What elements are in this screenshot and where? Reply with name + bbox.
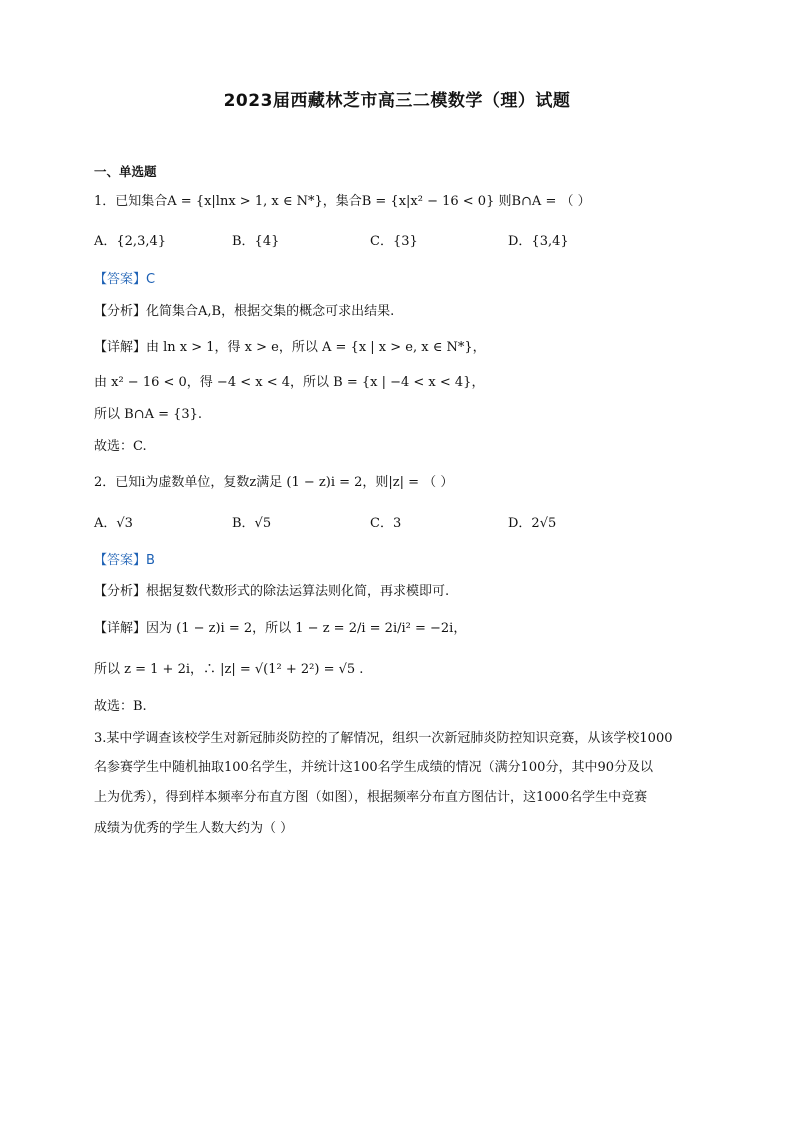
q3-stem-line-1: 3.某中学调查该校学生对新冠肺炎防控的了解情况，组织一次新冠肺炎防控知识竞赛，从该学校1000 — [94, 731, 673, 746]
q2-option-a: A．√3 — [94, 516, 133, 531]
q2-option-d: D．2√5 — [508, 516, 557, 531]
q1-detail-2: 由 x² − 16 < 0，得 −4 < x < 4，所以 B = {x | −4 < x < 4}， — [94, 375, 485, 390]
section-heading: 一、单选题 — [94, 164, 157, 179]
q1-detail-3: 所以 B∩A = {3}. — [94, 407, 203, 422]
page-title: 2023届西藏林芝市高三二模数学（理）试题 — [223, 91, 571, 111]
q1-answer: 【答案】C — [94, 272, 156, 287]
q3-stem-line-3: 上为优秀），得到样本频率分布直方图（如图），根据频率分布直方图估计，这1000名学生中竞赛 — [94, 790, 648, 805]
q1-option-a: A．{2,3,4} — [94, 234, 167, 249]
q3-stem-line-2: 名参赛学生中随机抽取100名学生，并统计这100名学生成绩的情况（满分100分，其中90分及以 — [94, 760, 653, 775]
q2-option-b: B．√5 — [232, 516, 272, 531]
q2-answer: 【答案】B — [94, 553, 155, 568]
q2-stem: 2．已知i为虚数单位，复数z满足 (1 − z)i = 2，则|z| = （ ） — [94, 475, 454, 490]
q1-stem: 1．已知集合A = {x|lnx > 1, x ∈ N*}，集合B = {x|x² − 16 < 0} 则B∩A = （ ） — [94, 194, 591, 209]
q2-choose: 故选：B. — [94, 699, 147, 714]
q1-choose: 故选：C. — [94, 439, 147, 454]
q1-option-b: B．{4} — [232, 234, 280, 249]
q1-option-d: D．{3,4} — [508, 234, 569, 249]
q1-analysis: 【分析】化简集合A,B，根据交集的概念可求出结果. — [94, 304, 395, 319]
q2-detail-1: 【详解】因为 (1 − z)i = 2，所以 1 − z = 2/i = 2i/i² = −2i， — [94, 621, 467, 636]
q2-analysis: 【分析】根据复数代数形式的除法运算法则化简，再求模即可. — [94, 584, 450, 599]
q3-stem-line-4: 成绩为优秀的学生人数大约为（ ） — [94, 821, 294, 836]
q2-option-c: C．3 — [370, 516, 402, 531]
q1-detail-1: 【详解】由 ln x > 1，得 x > e，所以 A = {x | x > e, x ∈ N*}， — [94, 340, 486, 355]
q1-option-c: C．{3} — [370, 234, 418, 249]
q2-detail-2: 所以 z = 1 + 2i，∴ |z| = √(1² + 2²) = √5 . — [94, 662, 364, 677]
